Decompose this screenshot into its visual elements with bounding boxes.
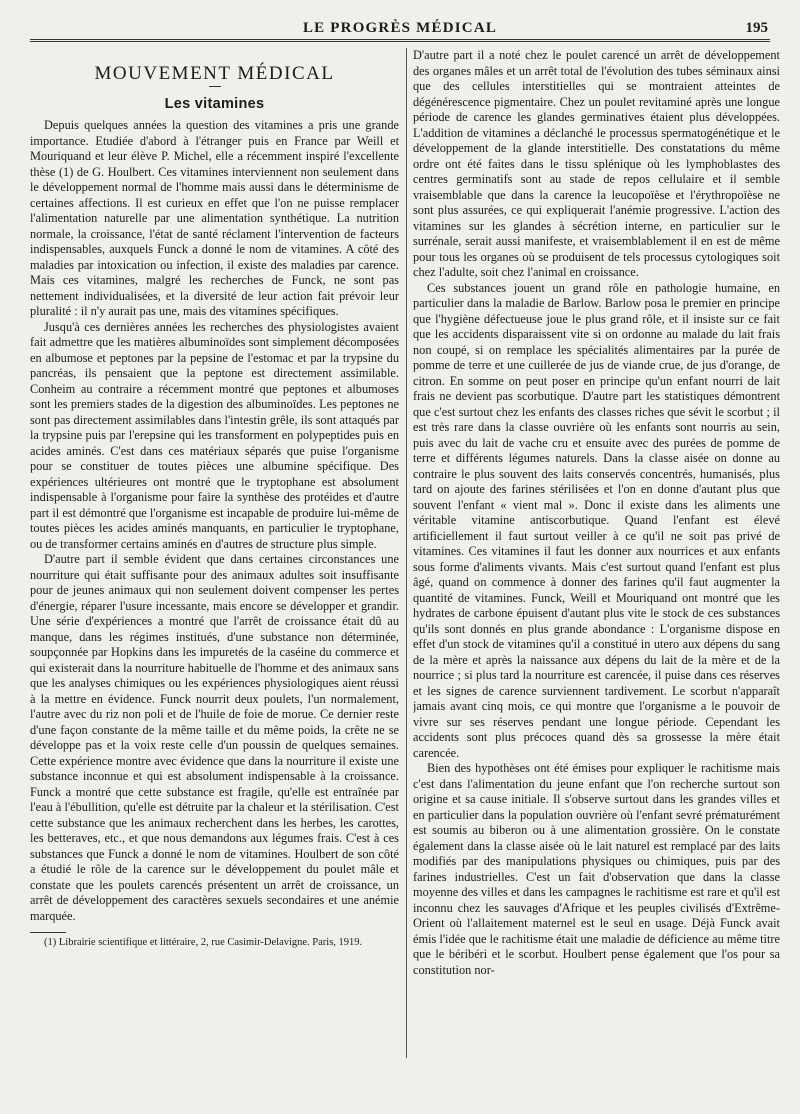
footnote-rule xyxy=(30,932,66,933)
section-title: MOUVEMENT MÉDICAL xyxy=(94,63,335,84)
footnote: (1) Librairie scientifique et littéraire, 2, rue Casimir-Delavigne. Paris, 1919. xyxy=(44,937,363,948)
paragraph: Depuis quelques années la question des vitamines a pris une grande importance. Etudiée d'abord à l'étranger puis en France par Weill et Mouriquand et leur élève P. Michel, elle a récemment inspiré l'excellente thèse (1) de G. Houlbert. Ces vitamines interviennent non seulement dans le développement normal de l'homme mais aussi dans le déterminisme de certaines affections. Il est curieux en effet que l'on ne puisse remplacer l'alimentation naturelle par une alimentation synthétique. La nutrition normale, la croissance, l'état de santé réclament l'intervention de facteurs indispensables, auxquels Funck a donné le nom de vitamines. A côté des maladies par intoxication ou infection, il existe des maladies par carence. Mais ces vitamines, malgré les recherches de Funck, ne sont pas nettement individualisées, et la diversité de leur action fait prévoir leur pluralité : il n'y aurait pas une, mais des vitamines spécifiques. xyxy=(30,118,399,318)
paragraph: D'autre part il semble évident que dans certaines circonstances une nourriture qui était suffisante pour des animaux adultes soit insuffisante pour de jeunes animaux qui non seulement doivent compenser les pertes d'énergie, réparer l'usure incessante, mais encore se développer et grandir. Une série d'expériences a montré que l'arrêt de croissance était dû au manque, dans les régimes institués, d'une substance non déterminée, soupçonnée par Hopkins dans les impuretés de la caséine du commerce et qui existerait dans la nourriture habituelle de l'homme et des animaux sans que les analyses chimiques ou les expériences physiologiques aient réussi à la mettre en évidence. Funck nourrit deux poulets, l'un normalement, l'autre avec du riz non poli et de l'huile de foie de morue. Ce dernier reste d'une façon constante de la même taille et du même poids, la crête ne se développe pas et la voix reste celle d'un poussin de quelques semaines. Cette expérience montre avec évidence que dans la nourriture il existe une substance inconnue et qui est absolument indispensable à la croissance. Funck a montré que cette substance est fragile, qu'elle est entraînée par l'eau à l'ébullition, qu'elle est détruite par la chaleur et la stérilisation. C'est cette substance que les animaux recherchent dans les herbes, les carottes, les betteraves, etc., et que nous demandons aux légumes frais. C'est à ces substances que Funck a donné le nom de vitamines. Houlbert de son côté a étudié le rôle de la carence sur le développement du poulet mâle et constate que les poulets carencés présentent un arrêt de croissance, un arrêt de développement des caractères sexuels secondaires et une anémie marquée. xyxy=(30,552,399,923)
left-column xyxy=(30,48,399,1088)
column-divider xyxy=(406,48,407,1058)
running-header xyxy=(30,14,770,36)
title-rule xyxy=(209,86,221,87)
page-number: 195 xyxy=(745,20,768,36)
header-rule xyxy=(30,39,770,42)
paragraph: Jusqu'à ces dernières années les recherches des physiologistes avaient fait admettre que les matières albuminoïdes sont simplement décomposées en albumose et peptones par la pepsine de l'estomac et par la trypsine du pancréas, ils pensaient que la peptone est directement assimilable. Conheim au contraire a récemment montré que peptones et albumoses sont les premiers stades de la digestion des albuminoïdes. Les peptones ne sont pas directement assimilables dans l'intestin grêle, ils sont attaqués par la trypsine puis par l'erepsine qui les transforment en polypeptides puis en acides aminés. C'est dans ces matériaux séparés que puise l'organisme pour se constituer de toutes pièces une albumine spécifique. Des expériences ultérieures ont montré que le tryptophane est absolument indispensable à l'organisme pour faire la synthèse des protéides et d'autre part il est démontré que l'organisme est incapable de produire lui-même de toutes pièces les acides aminés manquants, en particulier le tryptophane, ou de transformer certains aminés en d'autres de structure plus simple. xyxy=(30,319,399,551)
journal-title: LE PROGRÈS MÉDICAL xyxy=(302,20,498,36)
paragraph: Bien des hypothèses ont été émises pour expliquer le rachitisme mais c'est dans l'alimentation du jeune enfant que l'on recherche surtout son origine et sa cause initiale. Il s'observe surtout dans les grandes villes et en particulier dans la population ouvrière où l'enfant sevré prématurément est soumis au biberon ou à une alimentation grossière. On le constate également dans la classe aisée où le lait naturel est remplacé par des laits modifiés par des manipulations physiques ou chimiques, puis par des farines industrielles. C'est un fait d'observation que dans la classe moyenne des villes et dans les campagnes le rachitisme est rare et qu'il est inconnu chez les sauvages d'Afrique et les peuples civilisés d'Extrême-Orient où l'allaitement maternel est le seul en usage. Déjà Funck avait émis l'idée que le rachitisme était une maladie de déficience au même titre que le béribéri et le scorbut. Houlbert pense également que l'os pour sa constitution nor- xyxy=(413,761,780,977)
paragraph: D'autre part il a noté chez le poulet carencé un arrêt de développement des organes mâles et un arrêt total de l'évolution des tubes séminaux ainsi que des cellules interstitielles qui se montraient atteintes de dégénérescence pigmentaire. Chez un poulet revitaminé après une longue période de carence les glandes germinatives étaient plus développées. L'addition de vitamines a déclanché le processus spermatogénétique et le développement de la glande interstitielle. Des constatations du même ordre ont été faites dans le tissu splénique où les lymphoblastes des centres germinatifs sont au stade de repos cellulaire et il semble vraisemblable que dans la carence la leucopoïèse et l'érythropoïèse ne sont plus assurées, ce qui expliquerait l'anémie progressive. L'action des vitamines sur les glandes à sécrétion interne, en particulier sur le surrénale, serait aussi manifeste, et vraisemblablement il en est de même pour tous les organes où se produisent de tels processus cytologiques soit chez l'adulte, soit chez l'animal en croissance. xyxy=(413,48,780,279)
right-column xyxy=(413,48,780,1088)
article-title: Les vitamines xyxy=(164,95,265,112)
paragraph: Ces substances jouent un grand rôle en pathologie humaine, en particulier dans la maladie de Barlow. Barlow posa le premier en principe que l'hygiène défectueuse joue le plus grand rôle, et il insiste sur ce fait que les accidents disparaissent vite si on ordonne au malade du lait frais non coupé, si on remplace les spécialités alimentaires par la purée de pomme de terre et une cuillerée de jus de viande crue, de jus d'orange, de citron. En somme on peut poser en principe qu'un enfant nourri de lait frais ne devient pas scorbutique. D'autre part les statistiques démontrent que c'est surtout chez les enfants des classes riches que sévit le scorbut ; il est très rare dans la classe ouvrière où les enfants sont nourris au sein, puis avec du lait de vache cru et ensuite avec des purées de pomme de terre et différents légumes naturels. Dans la classe aisée on donne au contraire le plus souvent des laits conservés concentrés, humanisés, plus tard on ajoute des farines stérilisées et l'on en donne d'autant plus que souvent l'enfant « vient mal ». Donc il existe dans les aliments une véritable vitamine antiscorbutique. Quand l'enfant est élevé artificiellement il faut surtout veiller à ce qu'il ne soit pas privé de vitamines. Ces vitamines il faut les donner aux nourrices et aux enfants sous forme d'aliments vivants. Mais c'est surtout quand l'enfant est plus âgé, quand on commence à donner des farines qu'il faut augmenter la quantité de vitamines. Funck, Weill et Mouriquand ont montré que les hydrates de carbone épuisent d'autant plus vite le stock de ces substances qu'ils sont donnés en plus grande abondance : L'organisme dispose en effet d'un stock de vitamines qu'il a constitué in utero aux dépens du sang de la mère et après la naissance aux dépens du lait de la mère et de la nourrice ; si plus tard la nourriture est carencée, il puise dans ces réserves et les signes de carence surviennent tardivement. Le scorbut n'apparaît jamais avant cinq mois, ce qui montre que l'organisme a le pouvoir de vivre sur ses réserves pendant une longue période. Cependant les accidents sont plus précoces quand dès sa grossesse la mère était carencée. xyxy=(413,280,780,760)
